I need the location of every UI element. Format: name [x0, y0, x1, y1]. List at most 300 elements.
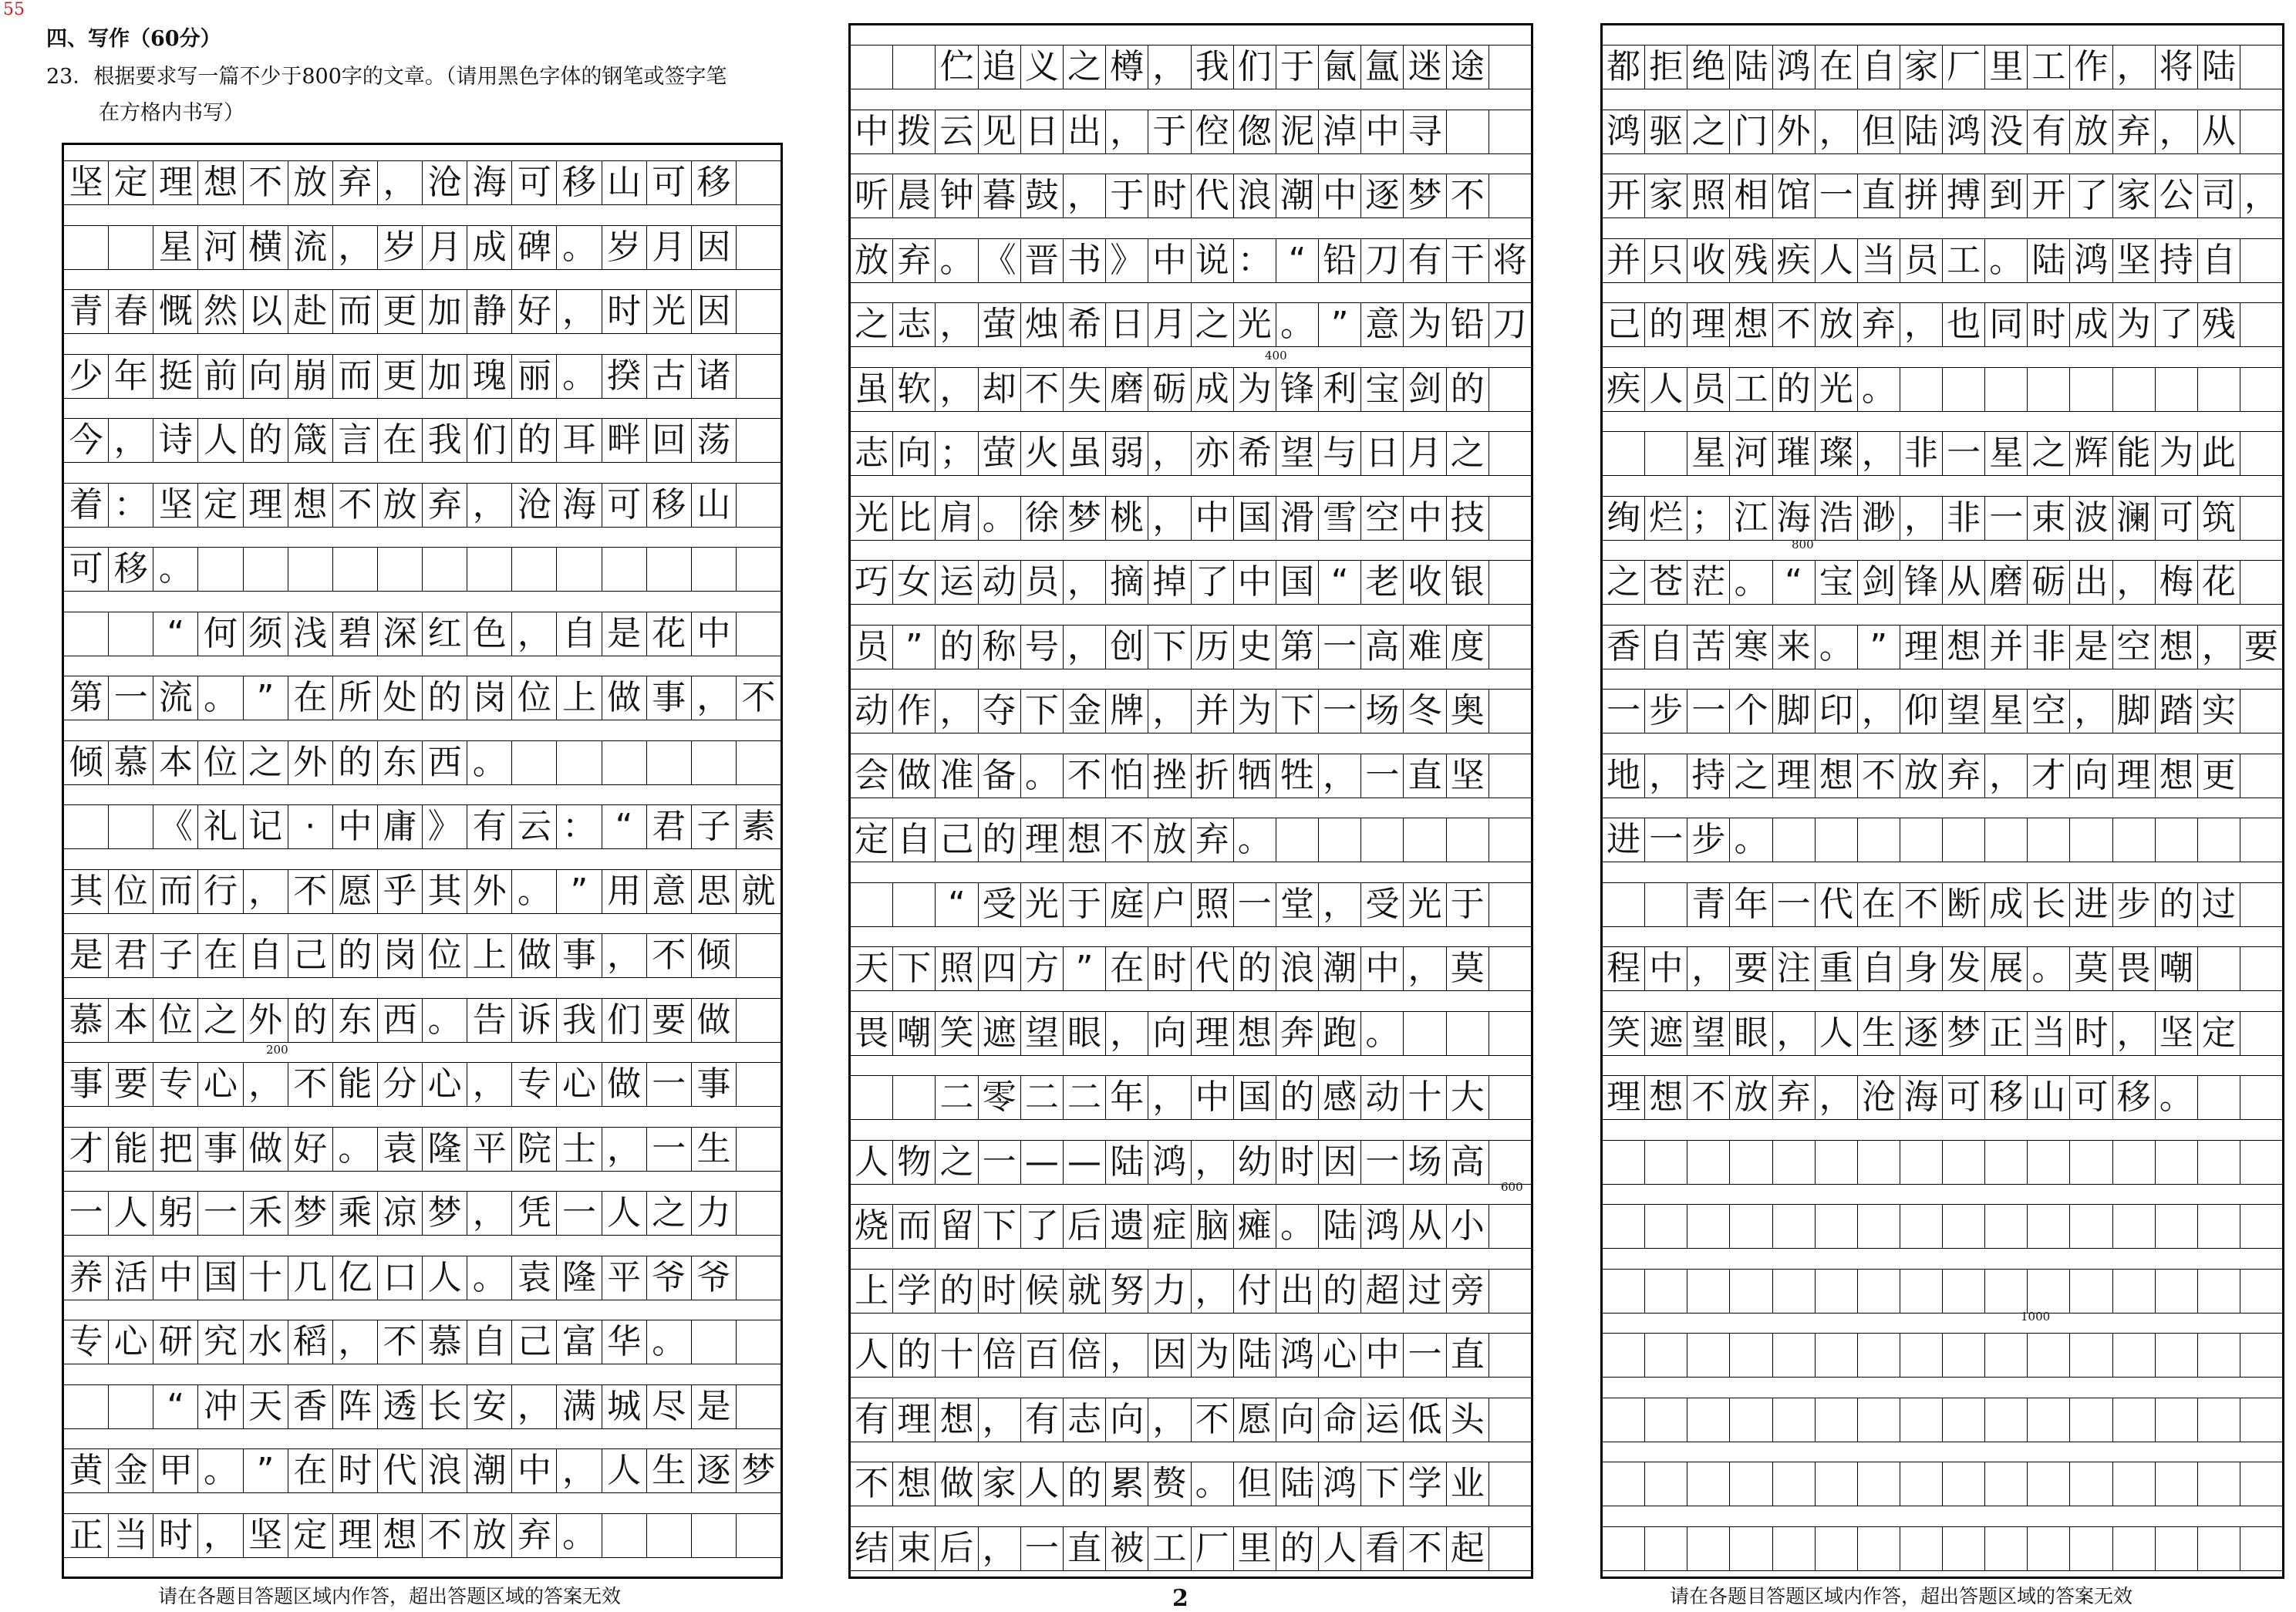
grid-cell: 己 [512, 1320, 557, 1364]
word-count-mark-1000: 1000 [2021, 1310, 2051, 1324]
grid-cell: 的 [1234, 947, 1276, 990]
grid-cell: 礼 [198, 805, 243, 848]
grid-cell: 璀 [1773, 432, 1816, 475]
grid-cell: ， [936, 690, 978, 733]
grid-line [851, 496, 1531, 541]
grid-cell: ， [1106, 1334, 1148, 1377]
grid-cell [692, 741, 737, 784]
grid-cell: 坚 [153, 484, 198, 527]
grid-cell: ， [1192, 1270, 1234, 1313]
grid-cell: 阵 [333, 1385, 378, 1428]
grid-cell [2240, 690, 2282, 733]
grid-line [851, 946, 1531, 991]
grid-cell: 萤 [979, 432, 1021, 475]
grid-cell: 中 [1192, 1076, 1234, 1119]
grid-cell: 海 [1900, 1076, 1943, 1119]
grid-cell [2028, 1334, 2070, 1377]
grid-cell: 能 [109, 1128, 153, 1171]
grid-cell [2198, 947, 2240, 990]
grid-cell: 是 [2070, 626, 2112, 669]
grid-cell: 因 [1319, 1141, 1361, 1184]
grid-cell: 慕 [109, 741, 153, 784]
grid-cell: 从 [2198, 110, 2240, 153]
grid-cell: 烂 [1645, 497, 1687, 540]
grid-cell: 弃 [893, 239, 936, 282]
grid-cell: 做 [602, 676, 647, 720]
grid-cell [1773, 1462, 1816, 1506]
grid-cell: ， [198, 1514, 243, 1557]
grid-cell: ， [979, 1398, 1021, 1442]
grid-line [64, 1384, 781, 1429]
grid-cell: 平 [467, 1128, 512, 1171]
grid-cell: 意 [647, 870, 692, 913]
grid-cell: 残 [1730, 239, 1772, 282]
grid-cell: 星 [1985, 690, 2028, 733]
grid-cell: 家 [979, 1462, 1021, 1506]
grid-cell: 做 [692, 999, 737, 1042]
grid-cell: 都 [1603, 46, 1645, 89]
grid-cell: 弃 [2113, 110, 2156, 153]
grid-line [1603, 946, 2282, 991]
grid-cell: 不 [1773, 303, 1816, 346]
grid-cell: 方 [1021, 947, 1064, 990]
grid-cell: 躬 [153, 1192, 198, 1235]
grid-cell: 场 [1361, 690, 1404, 733]
grid-cell: ， [557, 290, 602, 333]
grid-cell: 上 [467, 934, 512, 977]
grid-cell: 与 [1319, 432, 1361, 475]
grid-cell: 幼 [1234, 1141, 1276, 1184]
grid-cell: 厂 [1192, 1527, 1234, 1570]
footer-note-left: 请在各题目答题区域内作答，超出答题区域的答案无效 [158, 1585, 622, 1607]
grid-cell: 流 [153, 676, 198, 720]
grid-cell: 浅 [288, 612, 333, 656]
grid-cell [2156, 1334, 2198, 1377]
grid-cell: 。 [1021, 754, 1064, 798]
grid-cell: 言 [333, 419, 378, 462]
grid-cell: 放 [1730, 1076, 1772, 1119]
grid-cell: 中 [153, 1256, 198, 1300]
grid-cell: 向 [1276, 1398, 1319, 1442]
grid-cell: 照 [1192, 883, 1234, 926]
grid-cell: 称 [979, 626, 1021, 669]
grid-cell: 金 [1064, 690, 1106, 733]
grid-cell: 的 [512, 419, 557, 462]
grid-cell: 十 [936, 1334, 978, 1377]
grid-cell: 能 [2113, 432, 2156, 475]
grid-cell: ： [557, 805, 602, 848]
grid-cell: 一 [1645, 818, 1687, 862]
grid-cell [1943, 1205, 1985, 1248]
grid-cell: 家 [1900, 46, 1943, 89]
grid-cell: 位 [198, 741, 243, 784]
grid-cell: 子 [153, 934, 198, 977]
grid-line [851, 1333, 1531, 1378]
grid-cell: 偬 [1234, 110, 1276, 153]
grid-cell: ， [1148, 1076, 1191, 1119]
grid-cell: 望 [1276, 432, 1319, 475]
grid-cell [2240, 239, 2282, 282]
grid-cell: 香 [288, 1385, 333, 1428]
grid-cell: 本 [153, 741, 198, 784]
grid-cell: 下 [1148, 626, 1191, 669]
grid-cell: 不 [1106, 818, 1148, 862]
grid-cell: 理 [153, 161, 198, 204]
grid-cell [1730, 1334, 1772, 1377]
grid-cell [2156, 1462, 2198, 1506]
grid-cell [1900, 1270, 1943, 1313]
grid-cell: 非 [1900, 432, 1943, 475]
grid-cell: 折 [1192, 754, 1234, 798]
grid-cell: ： [1234, 239, 1276, 282]
grid-cell: 梦 [288, 1192, 333, 1235]
grid-cell [1489, 754, 1531, 798]
grid-cell: 桃 [1106, 497, 1148, 540]
grid-cell [244, 548, 288, 591]
grid-cell: 不 [244, 161, 288, 204]
grid-cell: 凉 [378, 1192, 423, 1235]
grid-cell: 为 [1234, 368, 1276, 411]
grid-cell: 志 [851, 432, 893, 475]
grid-cell: 工 [1943, 239, 1985, 282]
grid-cell: 于 [1148, 110, 1191, 153]
grid-cell: 。 [467, 741, 512, 784]
grid-cell: 安 [467, 1385, 512, 1428]
grid-cell [737, 1385, 781, 1428]
grid-cell: 会 [851, 754, 893, 798]
grid-cell: 望 [1687, 1012, 1730, 1055]
grid-cell: “ [1773, 561, 1816, 604]
grid-cell [512, 548, 557, 591]
grid-cell [2028, 368, 2070, 411]
grid-cell [2070, 1527, 2112, 1570]
grid-cell: 定 [851, 818, 893, 862]
grid-cell: 们 [1234, 46, 1276, 89]
grid-cell: 年 [109, 355, 153, 398]
grid-cell: 君 [647, 805, 692, 848]
grid-cell: 当 [1858, 239, 1900, 282]
grid-line [851, 1269, 1531, 1314]
grid-cell [1603, 1141, 1645, 1184]
grid-cell: 成 [467, 226, 512, 269]
grid-cell: 嘲 [2156, 947, 2198, 990]
word-count-mark-400: 400 [1265, 349, 1287, 363]
grid-cell: 。 [936, 239, 978, 282]
grid-cell: 之 [647, 1192, 692, 1235]
grid-cell [893, 1076, 936, 1119]
grid-cell: 。 [1730, 561, 1772, 604]
grid-cell [333, 548, 378, 591]
grid-cell [602, 741, 647, 784]
grid-cell: 加 [423, 355, 467, 398]
grid-cell: 失 [1064, 368, 1106, 411]
grid-cell: 向 [893, 432, 936, 475]
grid-cell: 们 [467, 419, 512, 462]
grid-cell: ， [512, 612, 557, 656]
grid-cell: 于 [1106, 174, 1148, 218]
grid-cell: 慨 [153, 290, 198, 333]
grid-cell: 。 [1234, 818, 1276, 862]
grid-cell: 潮 [1319, 947, 1361, 990]
grid-cell: 不 [378, 1320, 423, 1364]
grid-cell: 印 [1816, 690, 1858, 733]
grid-cell: 凭 [512, 1192, 557, 1235]
grid-cell: 《 [153, 805, 198, 848]
grid-cell: 一 [1603, 690, 1645, 733]
grid-cell: 力 [1148, 1270, 1191, 1313]
grid-cell [1773, 818, 1816, 862]
grid-cell: 海 [467, 161, 512, 204]
grid-line [1603, 1140, 2282, 1185]
grid-cell [1489, 174, 1531, 218]
grid-line [64, 1062, 781, 1107]
grid-cell [1645, 1205, 1687, 1248]
grid-cell: 理 [1192, 1012, 1234, 1055]
grid-cell: 天 [244, 1385, 288, 1428]
grid-cell [2156, 368, 2198, 411]
grid-cell: 耳 [557, 419, 602, 462]
grid-cell: 怕 [1106, 754, 1148, 798]
answer-grid-sheet-1 [62, 143, 783, 1579]
grid-cell [1773, 1205, 1816, 1248]
grid-cell: 碧 [333, 612, 378, 656]
grid-cell: 红 [423, 612, 467, 656]
grid-cell: 筑 [2198, 497, 2240, 540]
grid-cell: 度 [1447, 626, 1489, 669]
grid-cell: 在 [288, 676, 333, 720]
grid-cell [2028, 818, 2070, 862]
grid-cell: 的 [1773, 368, 1816, 411]
grid-cell: 逐 [1361, 174, 1404, 218]
grid-cell: 鸿 [1943, 110, 1985, 153]
grid-cell: 史 [1234, 626, 1276, 669]
grid-cell: 的 [1276, 1076, 1319, 1119]
grid-cell: 动 [1361, 1076, 1404, 1119]
grid-cell: 心 [1319, 1334, 1361, 1377]
grid-cell [1489, 1527, 1531, 1570]
grid-cell: 的 [1064, 1462, 1106, 1506]
grid-cell [1900, 1398, 1943, 1442]
grid-cell: 爷 [647, 1256, 692, 1300]
grid-cell: 进 [2070, 883, 2112, 926]
grid-cell: 河 [198, 226, 243, 269]
grid-cell: 候 [1021, 1270, 1064, 1313]
grid-cell: 加 [423, 290, 467, 333]
grid-line [851, 110, 1531, 154]
grid-cell: 相 [1730, 174, 1772, 218]
grid-cell: 弃 [1943, 754, 1985, 798]
grid-cell: 做 [244, 1128, 288, 1171]
grid-cell: 亦 [1192, 432, 1234, 475]
grid-cell: 。 [647, 1320, 692, 1364]
grid-cell: 本 [109, 999, 153, 1042]
grid-line [1603, 1204, 2282, 1249]
grid-cell: 星 [153, 226, 198, 269]
grid-cell: 我 [1192, 46, 1234, 89]
grid-cell: 畔 [602, 419, 647, 462]
grid-cell: 一 [1234, 883, 1276, 926]
grid-cell: 于 [1276, 46, 1319, 89]
grid-cell: 慕 [64, 999, 109, 1042]
grid-cell [1858, 1334, 1900, 1377]
grid-cell: 人 [1645, 368, 1687, 411]
grid-cell: 之 [198, 999, 243, 1042]
grid-cell: 苍 [1645, 561, 1687, 604]
grid-cell: 。 [1276, 1205, 1319, 1248]
grid-cell [1943, 1334, 1985, 1377]
grid-cell [1773, 1141, 1816, 1184]
grid-line [1603, 1075, 2282, 1120]
grid-cell [893, 46, 936, 89]
grid-cell: 放 [288, 161, 333, 204]
grid-cell: 用 [602, 870, 647, 913]
grid-cell: 代 [1192, 947, 1234, 990]
grid-cell: 在 [1816, 46, 1858, 89]
grid-cell: 不 [1192, 1398, 1234, 1442]
grid-cell [1943, 368, 1985, 411]
grid-cell: 将 [2156, 46, 2198, 89]
grid-cell: 隆 [557, 1256, 602, 1300]
grid-cell: 注 [1773, 947, 1816, 990]
grid-cell: 付 [1234, 1270, 1276, 1313]
grid-cell: 开 [1603, 174, 1645, 218]
grid-cell: 踏 [2156, 690, 2198, 733]
grid-cell: 下 [979, 1205, 1021, 1248]
grid-line [1603, 689, 2282, 733]
grid-cell: 移 [557, 161, 602, 204]
grid-cell [737, 355, 781, 398]
grid-cell: ， [1816, 110, 1858, 153]
grid-cell: 的 [979, 818, 1021, 862]
grid-cell [1489, 1141, 1531, 1184]
grid-cell: 努 [1106, 1270, 1148, 1313]
grid-line [851, 1398, 1531, 1442]
grid-cell: 鸿 [2070, 239, 2112, 282]
grid-cell [1645, 1141, 1687, 1184]
grid-cell [737, 1128, 781, 1171]
grid-line [64, 869, 781, 914]
grid-cell [1816, 1205, 1858, 1248]
grid-cell [2240, 110, 2282, 153]
grid-cell: 华 [602, 1320, 647, 1364]
grid-cell: 鸿 [1148, 1141, 1191, 1184]
grid-cell [2028, 1527, 2070, 1570]
grid-cell [1645, 1334, 1687, 1377]
grid-cell: 之 [1730, 754, 1772, 798]
grid-cell: 事 [64, 1063, 109, 1106]
grid-cell: 流 [288, 226, 333, 269]
grid-cell [1404, 1012, 1446, 1055]
grid-cell: 而 [333, 355, 378, 398]
grid-cell [109, 805, 153, 848]
grid-cell: 箴 [288, 419, 333, 462]
grid-cell: 想 [936, 1398, 978, 1442]
grid-line [1603, 110, 2282, 154]
grid-cell: 奥 [1447, 690, 1489, 733]
grid-cell [557, 548, 602, 591]
grid-cell [2028, 1141, 2070, 1184]
grid-cell: 命 [1319, 1398, 1361, 1442]
grid-cell: 愿 [1234, 1398, 1276, 1442]
grid-cell: 。 [2156, 1076, 2198, 1119]
grid-cell [1858, 1398, 1900, 1442]
grid-line [851, 882, 1531, 927]
grid-cell: 直 [1447, 1334, 1489, 1377]
grid-cell [1489, 561, 1531, 604]
grid-cell: “ [1276, 239, 1319, 282]
grid-line [64, 160, 781, 205]
grid-cell: 铅 [1447, 303, 1489, 346]
grid-line [1603, 1462, 2282, 1506]
grid-cell: 诗 [153, 419, 198, 462]
grid-cell: 物 [893, 1141, 936, 1184]
grid-cell: 然 [198, 290, 243, 333]
grid-cell: 为 [1192, 1334, 1234, 1377]
grid-cell: 留 [936, 1205, 978, 1248]
grid-cell: 超 [1361, 1270, 1404, 1313]
grid-cell [1447, 818, 1489, 862]
grid-cell: 坚 [244, 1514, 288, 1557]
grid-cell: 一 [1361, 754, 1404, 798]
grid-cell: 束 [2028, 497, 2070, 540]
grid-cell: 己 [936, 818, 978, 862]
grid-cell: 创 [1106, 626, 1148, 669]
grid-cell: 脑 [1192, 1205, 1234, 1248]
grid-cell: 而 [333, 290, 378, 333]
grid-cell: 同 [1985, 303, 2028, 346]
word-count-mark-200: 200 [266, 1043, 288, 1057]
grid-cell: 山 [602, 161, 647, 204]
grid-cell [2240, 818, 2282, 862]
grid-cell: 荡 [692, 419, 737, 462]
grid-cell: 鸿 [1773, 46, 1816, 89]
grid-cell: 拒 [1645, 46, 1687, 89]
grid-cell: 可 [2070, 1076, 2112, 1119]
grid-cell: 透 [378, 1385, 423, 1428]
grid-cell [288, 548, 333, 591]
grid-line [1603, 1526, 2282, 1571]
grid-line [64, 1256, 781, 1300]
grid-cell: 堂 [1276, 883, 1319, 926]
grid-cell [64, 226, 109, 269]
grid-cell: ” [557, 870, 602, 913]
grid-cell: 义 [1021, 46, 1064, 89]
grid-cell: 定 [288, 1514, 333, 1557]
grid-cell [1489, 1334, 1531, 1377]
grid-cell [1687, 1141, 1730, 1184]
grid-cell: 收 [1404, 561, 1446, 604]
grid-cell: 月 [1404, 432, 1446, 475]
grid-cell: 外 [1773, 110, 1816, 153]
grid-cell: 结 [851, 1527, 893, 1570]
grid-cell: 之 [1603, 561, 1645, 604]
grid-cell [1603, 432, 1645, 475]
grid-cell: 好 [512, 290, 557, 333]
grid-cell: 。 [557, 355, 602, 398]
grid-cell: 空 [2113, 626, 2156, 669]
grid-cell: 寻 [1404, 110, 1446, 153]
grid-cell: 二 [1021, 1076, 1064, 1119]
grid-cell: 山 [2028, 1076, 2070, 1119]
grid-cell [2070, 1462, 2112, 1506]
grid-cell: 利 [1319, 368, 1361, 411]
grid-cell: 时 [1276, 1141, 1319, 1184]
grid-cell [2113, 1141, 2156, 1184]
grid-cell: 事 [692, 1063, 737, 1106]
grid-cell: 仰 [1900, 690, 1943, 733]
grid-cell: 工 [1148, 1527, 1191, 1570]
grid-cell: 想 [2156, 754, 2198, 798]
